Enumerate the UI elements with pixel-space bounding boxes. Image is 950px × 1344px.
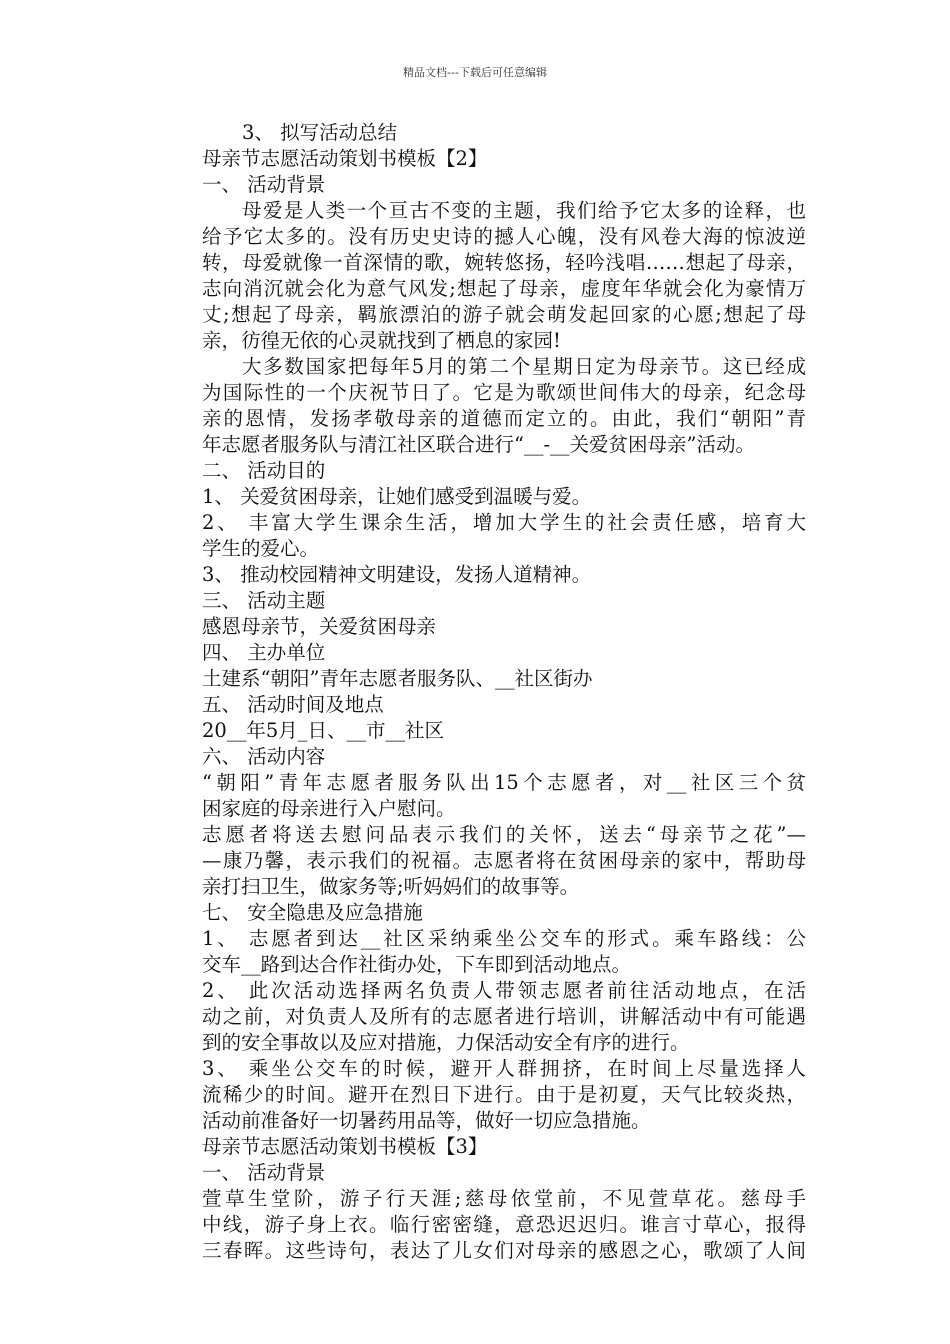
paragraph-line: 丈;想起了母亲，羁旅漂泊的游子就会萌发起回家的心愿;想起了母 (202, 303, 806, 326)
section-heading: 一、 活动背景 (202, 173, 326, 196)
paragraph-line: 困家庭的母亲进行入户慰问。 (202, 797, 456, 820)
paragraph-line: 母爱是人类一个亘古不变的主题，我们给予它太多的诠释，也 (242, 199, 806, 222)
list-item: 3、 乘坐公交车的时候，避开人群拥挤，在时间上尽量选择人 (202, 1057, 806, 1080)
paragraph-line: 到的安全事故以及应对措施，力保活动安全有序的进行。 (202, 1031, 690, 1054)
paragraph-line: —康乃馨，表示我们的祝福。志愿者将在贫困母亲的家中，帮助母 (202, 849, 806, 872)
paragraph-line: 为国际性的一个庆祝节日了。它是为歌颂世间伟大的母亲，纪念母 (202, 381, 806, 404)
paragraph-line: 转，母爱就像一首深情的歌，婉转悠扬，轻吟浅唱……想起了母亲， (202, 251, 806, 274)
paragraph-line: 学生的爱心。 (202, 537, 320, 560)
paragraph-line: 大多数国家把每年5月的第二个星期日定为母亲节。这已经成 (242, 355, 806, 378)
section-heading: 四、 主办单位 (202, 641, 326, 664)
section-heading: 七、 安全隐患及应急措施 (202, 901, 423, 924)
paragraph-line: 年志愿者服务队与清江社区联合进行“__-__关爱贫困母亲”活动。 (202, 433, 756, 456)
section-heading: 六、 活动内容 (202, 745, 326, 768)
paragraph-line: “朝阳”青年志愿者服务队出15个志愿者，对__社区三个贫 (202, 771, 806, 794)
document-body (202, 120, 806, 1264)
section-heading: 一、 活动背景 (202, 1161, 326, 1184)
paragraph-line: 亲打扫卫生，做家务等;听妈妈们的故事等。 (202, 875, 580, 898)
section-heading: 二、 活动目的 (202, 459, 326, 482)
paragraph-line: 志向消沉就会化为意气风发;想起了母亲，虚度年华就会化为豪情万 (202, 277, 806, 300)
paragraph-line: 亲，彷徨无依的心灵就找到了栖息的家园! (202, 329, 561, 352)
paragraph-line: 给予它太多的。没有历史史诗的撼人心魄，没有风卷大海的惊波逆 (202, 225, 806, 248)
paragraph-line: 20__年5月_日、__市__社区 (202, 719, 444, 742)
page-header: 精品文档---下载后可任意编辑 (403, 66, 547, 79)
list-item: 1、 志愿者到达__社区采纳乘坐公交车的形式。乘车路线：公 (202, 927, 806, 950)
paragraph-line: 活动前准备好一切暑药用品等，做好一切应急措施。 (202, 1109, 651, 1132)
paragraph-line: 感恩母亲节，关爱贫困母亲 (202, 615, 437, 638)
paragraph-line: 三春晖。这些诗句，表达了儿女们对母亲的感恩之心，歌颂了人间 (202, 1239, 806, 1262)
section-heading: 五、 活动时间及地点 (202, 693, 384, 716)
paragraph-line: 土建系“朝阳”青年志愿者服务队、__社区街办 (202, 667, 593, 690)
list-item: 3、 推动校园精神文明建设，发扬人道精神。 (202, 563, 592, 586)
section-title: 母亲节志愿活动策划书模板【2】 (202, 147, 488, 170)
paragraph-line: 流稀少的时间。避开在烈日下进行。由于是初夏，天气比较炎热， (202, 1083, 806, 1106)
paragraph-line: 动之前，对负责人及所有的志愿者进行培训，讲解活动中有可能遇 (202, 1005, 806, 1028)
list-item: 1、 关爱贫困母亲，让她们感受到温暖与爱。 (202, 485, 592, 508)
list-item: 2、 此次活动选择两名负责人带领志愿者前往活动地点，在活 (202, 979, 806, 1002)
list-item: 2、 丰富大学生课余生活，增加大学生的社会责任感，培育大 (202, 511, 806, 534)
paragraph-line: 萱草生堂阶，游子行天涯;慈母依堂前，不见萱草花。慈母手 (202, 1187, 806, 1210)
section-title: 母亲节志愿活动策划书模板【3】 (202, 1135, 488, 1158)
list-item: 3、 拟写活动总结 (242, 121, 398, 144)
paragraph-line: 中线，游子身上衣。临行密密缝，意恐迟迟归。谁言寸草心，报得 (202, 1213, 806, 1236)
section-heading: 三、 活动主题 (202, 589, 326, 612)
paragraph-line: 交车__路到达合作社街办处，下车即到活动地点。 (202, 953, 632, 976)
paragraph-line: 亲的恩情，发扬孝敬母亲的道德而定立的。由此，我们“朝阳”青 (202, 407, 806, 430)
paragraph-line: 志愿者将送去慰问品表示我们的关怀，送去“母亲节之花”— (202, 823, 806, 846)
